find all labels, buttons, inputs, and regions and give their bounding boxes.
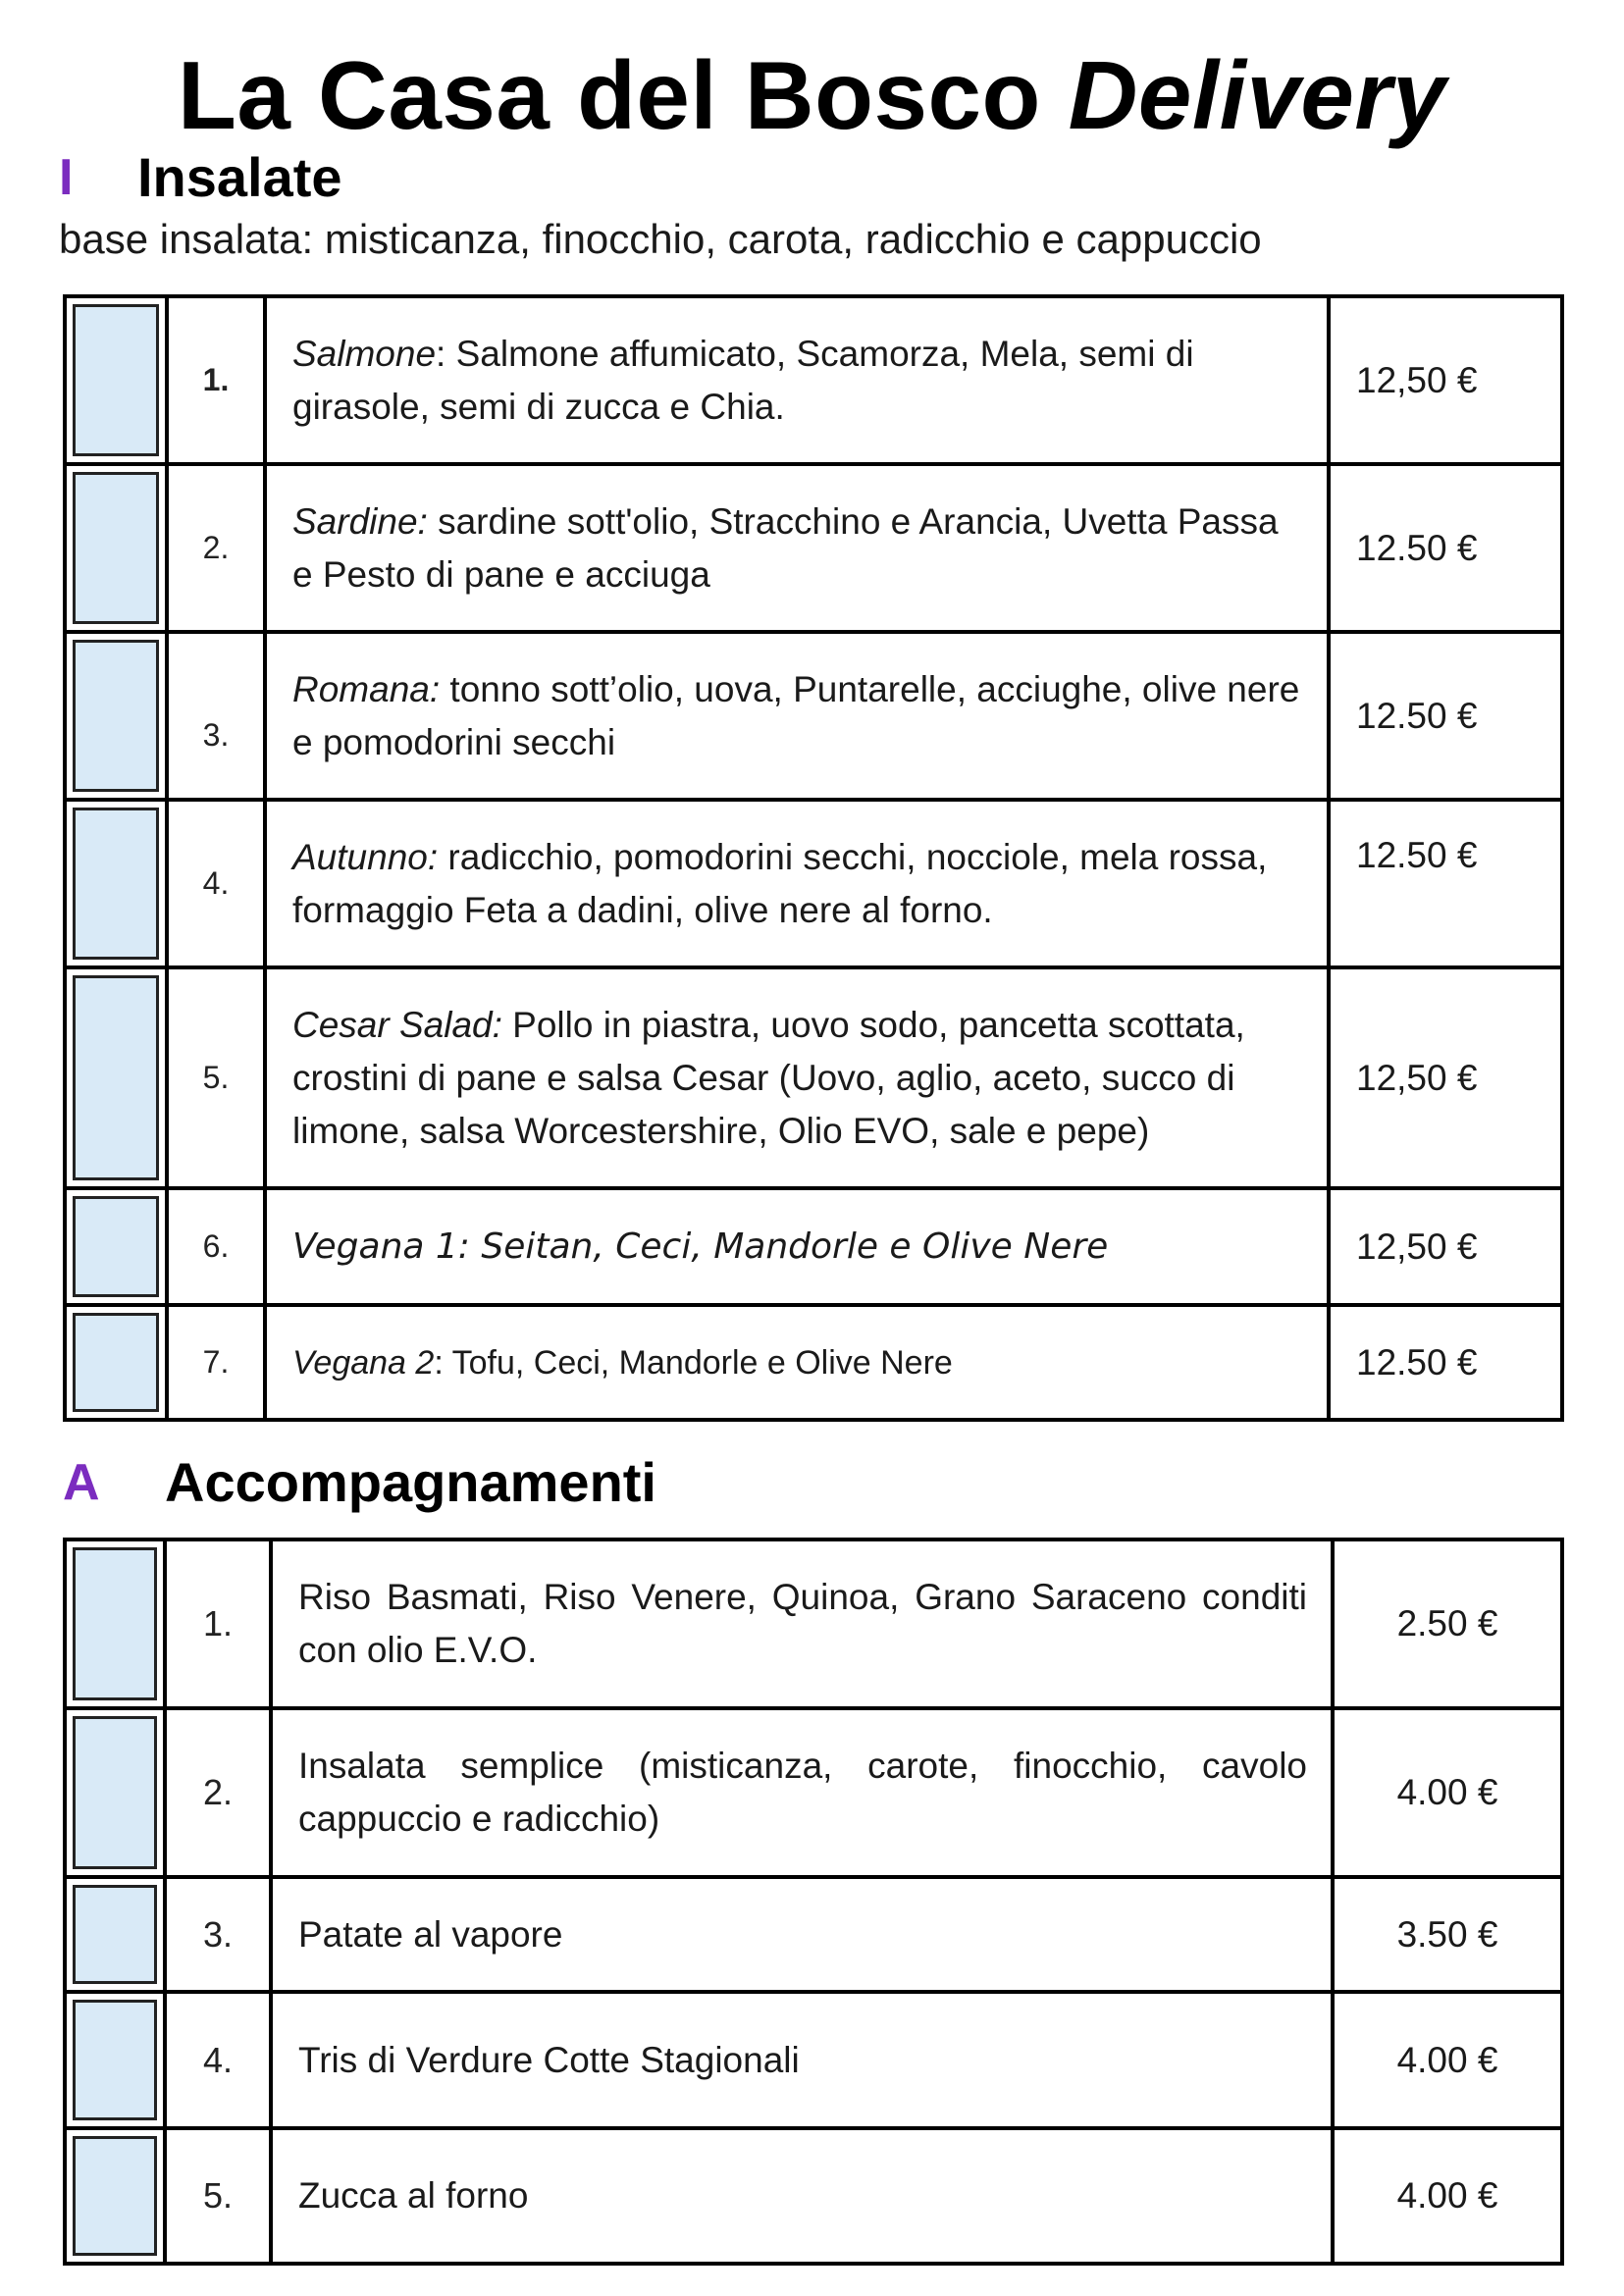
table-row — [65, 1708, 1562, 1877]
item-price: 12.50 € — [1329, 800, 1562, 967]
table-row — [65, 1539, 1562, 1708]
section-title: Accompagnamenti — [165, 1451, 656, 1513]
item-price: 4.00 € — [1333, 2128, 1562, 2264]
item-price: 2.50 € — [1333, 1539, 1562, 1708]
section-subtitle: base insalata: misticanza, finocchio, carota, radicchio e cappuccio — [59, 216, 1262, 262]
item-number: 4. — [167, 800, 265, 967]
item-checkbox[interactable] — [73, 640, 159, 792]
item-description — [265, 1188, 1329, 1305]
item-checkbox[interactable] — [73, 1196, 159, 1297]
item-name: Cesar Salad: — [292, 1004, 502, 1045]
accompagnamenti-table — [63, 1538, 1564, 2266]
item-description — [265, 464, 1329, 632]
item-description — [265, 1305, 1329, 1420]
table-row — [65, 1305, 1562, 1420]
item-number: 1. — [167, 296, 265, 464]
item-text: tonno sott’olio, uova, Puntarelle, acciughe, olive nere e pomodorini secchi — [292, 668, 1300, 762]
table-row — [65, 464, 1562, 632]
item-checkbox[interactable] — [73, 808, 159, 960]
table-row — [65, 1877, 1562, 1992]
table-row — [65, 1188, 1562, 1305]
item-price: 4.00 € — [1333, 1992, 1562, 2128]
item-number: 5. — [165, 2128, 271, 2264]
item-checkbox[interactable] — [73, 304, 159, 456]
item-name: Salmone — [292, 333, 437, 374]
item-description — [265, 296, 1329, 464]
item-text: Pollo in piastra, uovo sodo, pancetta scottata, crostini di pane e salsa Cesar (Uovo, aglio, aceto, succo di limone, salsa Worcestershire, Olio EVO, sale e pepe) — [292, 1004, 1245, 1151]
item-number: 1. — [165, 1539, 271, 1708]
item-sep: : — [436, 333, 456, 374]
section-header-insalate — [59, 145, 342, 209]
item-sep — [428, 501, 438, 542]
item-checkbox[interactable] — [73, 1885, 157, 1984]
section-letter: I — [59, 148, 74, 206]
item-checkbox[interactable] — [73, 1716, 157, 1869]
item-number: 5. — [167, 967, 265, 1188]
item-description — [265, 967, 1329, 1188]
item-checkbox[interactable] — [73, 975, 159, 1180]
item-price: 12.50 € — [1329, 632, 1562, 800]
table-row — [65, 296, 1562, 464]
item-name: Vegana 1: Seitan, Ceci, Mandorle e Olive Nere — [292, 1226, 1109, 1267]
item-description: Tris di Verdure Cotte Stagionali — [271, 1992, 1333, 2128]
item-text: Tofu, Ceci, Mandorle e Olive Nere — [451, 1343, 953, 1382]
item-text: Salmone affumicato, Scamorza, Mela, semi di girasole, semi di zucca e Chia. — [292, 333, 1194, 427]
item-number: 3. — [167, 632, 265, 800]
item-number: 7. — [167, 1305, 265, 1420]
item-description: Insalata semplice (misticanza, carote, finocchio, cavolo cappuccio e radicchio) — [271, 1708, 1333, 1877]
title-main: La Casa del Bosco — [177, 41, 1041, 149]
section-header-accompagnamenti — [63, 1450, 656, 1514]
item-description — [265, 632, 1329, 800]
item-number: 2. — [165, 1708, 271, 1877]
item-number: 4. — [165, 1992, 271, 2128]
item-text: radicchio, pomodorini secchi, nocciole, mela rossa, formaggio Feta a dadini, olive nere al forno. — [292, 836, 1268, 930]
item-number: 3. — [165, 1877, 271, 1992]
table-row — [65, 2128, 1562, 2264]
item-name: Sardine: — [292, 500, 428, 542]
item-price: 12,50 € — [1329, 296, 1562, 464]
item-sep: : — [434, 1343, 452, 1382]
item-number: 2. — [167, 464, 265, 632]
item-text: sardine sott'olio, Stracchino e Arancia, Uvetta Passa e Pesto di pane e acciuga — [292, 500, 1279, 595]
table-row — [65, 1992, 1562, 2128]
item-price: 3.50 € — [1333, 1877, 1562, 1992]
item-sep — [438, 837, 447, 877]
item-sep — [502, 1005, 512, 1045]
item-price: 12,50 € — [1329, 967, 1562, 1188]
insalate-table — [63, 294, 1564, 1422]
title-italic: Delivery — [1068, 41, 1447, 149]
item-description: Zucca al forno — [271, 2128, 1333, 2264]
item-name: Autunno: — [292, 836, 439, 877]
item-price: 12,50 € — [1329, 1188, 1562, 1305]
item-description: Patate al vapore — [271, 1877, 1333, 1992]
item-checkbox[interactable] — [73, 472, 159, 624]
item-price: 4.00 € — [1333, 1708, 1562, 1877]
section-letter: A — [63, 1453, 100, 1511]
item-price: 12.50 € — [1329, 1305, 1562, 1420]
item-checkbox[interactable] — [73, 1313, 159, 1412]
item-sep — [440, 669, 449, 709]
table-row — [65, 967, 1562, 1188]
item-description — [265, 800, 1329, 967]
table-row — [65, 800, 1562, 967]
item-checkbox[interactable] — [73, 2136, 157, 2256]
item-price: 12.50 € — [1329, 464, 1562, 632]
item-checkbox[interactable] — [73, 2000, 157, 2120]
table-row — [65, 632, 1562, 800]
item-name: Vegana 2 — [292, 1343, 435, 1382]
item-checkbox[interactable] — [73, 1547, 157, 1700]
item-name: Romana: — [292, 668, 441, 709]
section-title: Insalate — [137, 146, 342, 208]
item-description: Riso Basmati, Riso Venere, Quinoa, Grano Saraceno conditi con olio E.V.O. — [271, 1539, 1333, 1708]
item-number: 6. — [167, 1188, 265, 1305]
menu-title — [0, 41, 1624, 149]
